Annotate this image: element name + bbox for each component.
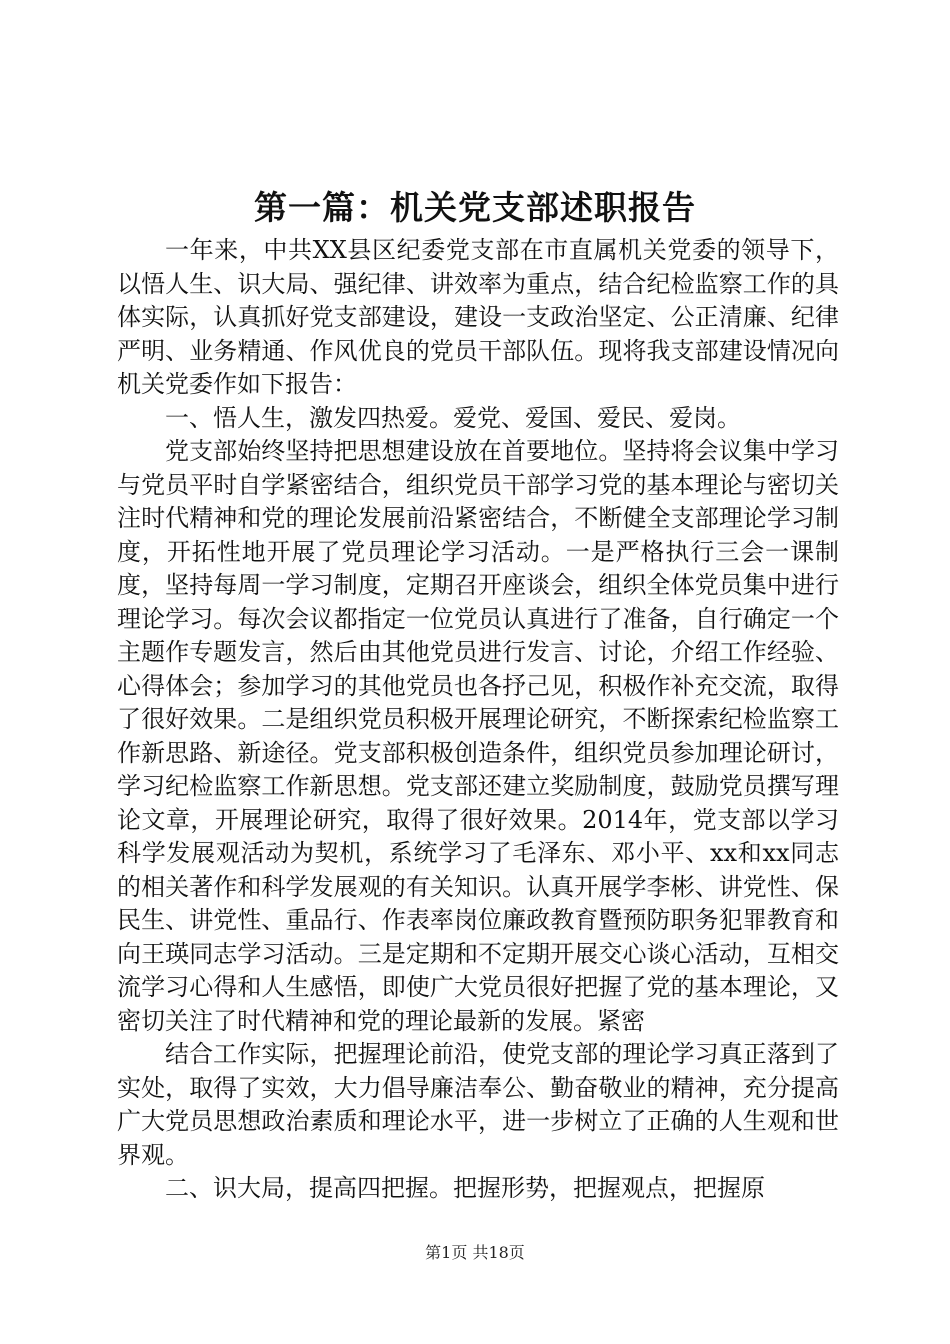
document-title: 第一篇：机关党支部述职报告 (254, 188, 696, 227)
paragraph-section-2-heading: 二、识大局，提高四把握。把握形势，把握观点，把握原 (165, 1174, 765, 1202)
paragraph-section-1-heading: 一、悟人生，激发四热爱。爱党、爱国、爱民、爱岗。 (165, 403, 741, 432)
paragraph-section-1-body: 党支部始终坚持把思想建设放在首要地位。坚持将会议集中学习与党员平时自学紧密结合，组织党员干部学习党的基本理论与密切关注时代精神和党的理论发展前沿紧密结合，不断健全支部理论学习制度，开拓性地开展了党员理论学习活动。一是严格执行三会一课制度，坚持每周一学习制度，定期召开座谈会，组织全体党员集中进行理论学习。每次会议都指定一位党员认真进行了准备，自行确定一个主题作专题发言，然后由其他党员进行发言、讨论，介绍工作经验、心得体会；参加学习的其他党员也各抒己见，积极作补充交流，取得了很好效果。二是组织党员积极开展理论研究，不断探索纪检监察工作新思路、新途径。党支部积极创造条件，组织党员参加理论研讨，学习纪检监察工作新思想。党支部还建立奖励制度，鼓励党员撰写理论文章，开展理论研究，取得了很好效果。2014年，党支部以学习科学发展观活动为契机，系统学习了毛泽东、邓小平、xx和xx同志的相关著作和科学发展观的有关知识。认真开展学李彬、讲党性、保民生、讲党性、重品行、作表率岗位廉政教育暨预防职务犯罪教育和向王瑛同志学习活动。三是定期和不定期开展交心谈心活动，互相交流学习心得和人生感悟，即使广大党员很好把握了党的基本理论，又密切关注了时代精神和党的理论最新的发展。紧密 (117, 437, 839, 1035)
paragraph-section-1-continued: 结合工作实际，把握理论前沿，使党支部的理论学习真正落到了实处，取得了实效，大力倡导廉洁奉公、勤奋敬业的精神，充分提高广大党员思想政治素质和理论水平，进一步树立了正确的人生观和世界观。 (117, 1040, 839, 1169)
paragraph-intro: 一年来，中共XX县区纪委党支部在市直属机关党委的领导下，以悟人生、识大局、强纪律、讲效率为重点，结合纪检监察工作的具体实际，认真抓好党支部建设，建设一支政治坚定、公正清廉、纪律严明、业务精通、作风优良的党员干部队伍。现将我支部建设情况向机关党委作如下报告： (117, 236, 839, 398)
page-number-footer: 第1页 共18页 (425, 1243, 525, 1262)
document-body (117, 234, 839, 1206)
